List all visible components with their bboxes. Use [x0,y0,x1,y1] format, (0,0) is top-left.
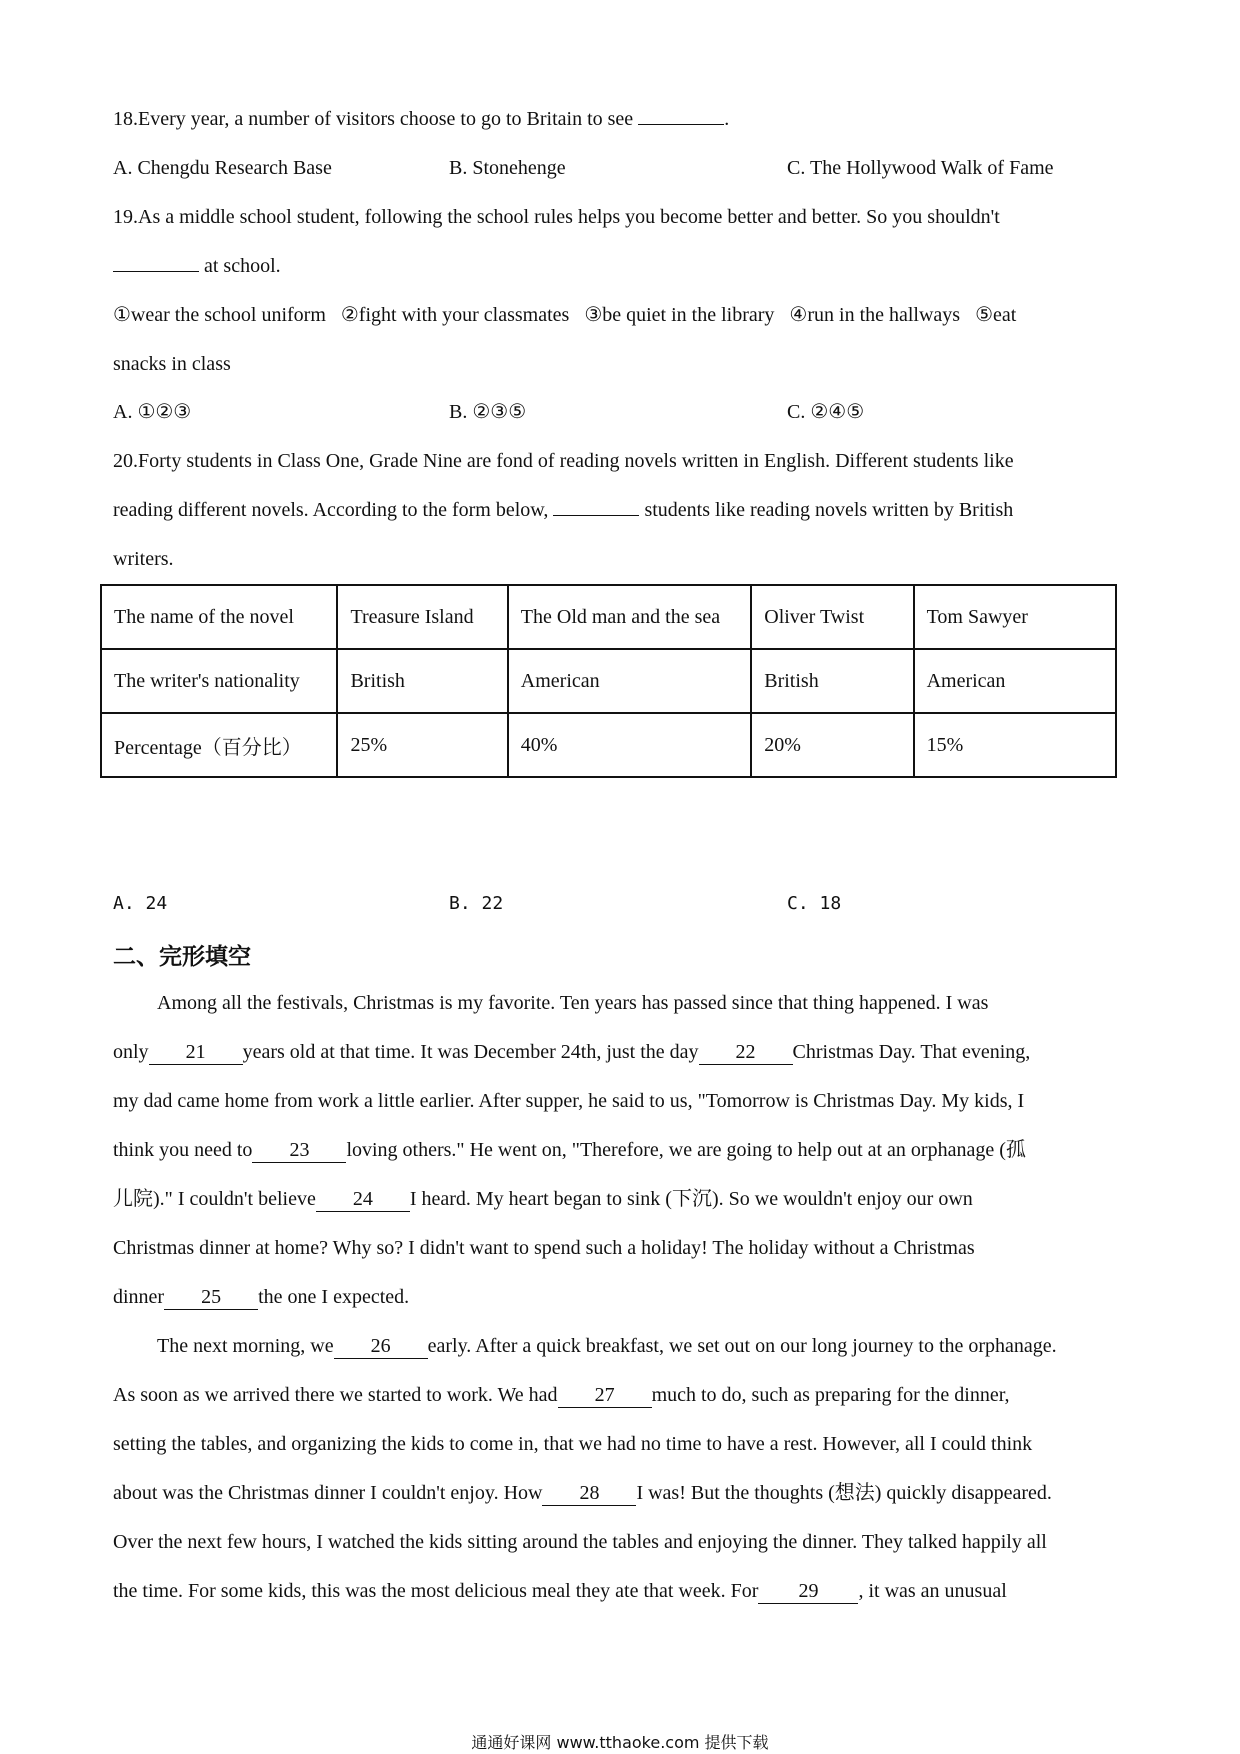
passage-p2-line5: Over the next few hours, I watched the kids sitting around the tables and enjoying the dinner. They talked happily all [113,1531,1047,1553]
q19-option-a: A. ①②③ [113,401,192,423]
passage-p2-line6 [113,1577,1007,1605]
q18-option-a: A. Chengdu Research Base [113,157,332,179]
passage-text: only [113,1041,149,1063]
passage-text: early. After a quick breakfast, we set out on our long journey to the orphanage. [427,1335,1057,1357]
table-cell: American [508,649,751,713]
table-cell: Treasure Island [337,585,507,649]
q19-choices-line1: ①wear the school uniform ②fight with your classmates ③be quiet in the library ④run in the hallways ⑤eat [113,304,1017,326]
passage-text: dinner [113,1286,165,1308]
cloze-blank-26: 26 [334,1334,428,1359]
table-cell: British [337,649,507,713]
table-cell: The writer's nationality [101,649,337,713]
passage-p2-line1 [157,1332,1057,1360]
q19-option-c: C. ②④⑤ [787,401,865,423]
table-cell: 20% [751,713,913,777]
table-cell: British [751,649,913,713]
table-cell: Tom Sawyer [914,585,1116,649]
q20-line1: 20.Forty students in Class One, Grade Nine are fond of reading novels written in English. Different students like [113,450,1014,472]
passage-text: I was! But the thoughts (想法) quickly disappeared. [636,1482,1052,1504]
cloze-blank-22: 22 [699,1040,793,1065]
passage-p1-line6: Christmas dinner at home? Why so? I didn't want to spend such a holiday! The holiday without a Christmas [113,1237,975,1259]
cloze-blank-28: 28 [542,1481,636,1506]
q20-line2-a: reading different novels. According to the form below, [113,499,549,521]
cloze-blank-27: 27 [558,1383,652,1408]
section-title: 二、完形填空 [113,944,251,970]
table-cell: Oliver Twist [751,585,913,649]
cloze-blank-23: 23 [252,1138,346,1163]
q19-stem: 19.As a middle school student, following the school rules helps you become better and better. So you shouldn't [113,206,1000,228]
passage-p1-line7 [113,1283,409,1311]
cloze-blank-24: 24 [316,1187,410,1212]
q20-option-b: B. 22 [449,893,504,914]
table-cell: The name of the novel [101,585,337,649]
q19-choices-line2: snacks in class [113,353,231,375]
q20-line2-b: students like reading novels written by British [644,499,1014,521]
table-cell: 40% [508,713,751,777]
passage-text: the time. For some kids, this was the most delicious meal they ate that week. For [113,1580,759,1602]
q18-option-c: C. The Hollywood Walk of Fame [787,157,1054,179]
table-row [101,713,1116,777]
passage-p1-line3: my dad came home from work a little earlier. After supper, he said to us, "Tomorrow is Christmas Day. My kids, I [113,1090,1025,1112]
q20-blank [553,515,639,516]
passage-text: about was the Christmas dinner I couldn't enjoy. How [113,1482,543,1504]
passage-text: I heard. My heart began to sink (下沉). So we wouldn't enjoy our own [409,1188,973,1210]
cloze-blank-29: 29 [758,1579,858,1604]
passage-p2-line4 [113,1479,1052,1507]
q19-option-b: B. ②③⑤ [449,401,527,423]
q18-stem-end: . [724,108,730,130]
passage-text: years old at that time. It was December 24th, just the day [242,1041,699,1063]
q19-stem-cont [113,252,281,280]
passage-p1-line4 [113,1136,1026,1164]
cloze-blank-21: 21 [149,1040,243,1065]
table-cell: Percentage（百分比） [101,713,337,777]
passage-text: Christmas Day. That evening, [792,1041,1031,1063]
passage-text: think you need to [113,1139,253,1161]
novel-table [100,584,1117,778]
passage-p1-line2 [113,1038,1030,1066]
q19-blank [113,271,199,272]
passage-text: As soon as we arrived there we started to work. We had [113,1384,558,1406]
table-row [101,585,1116,649]
passage-text: 儿院)." I couldn't believe [113,1188,316,1210]
q18-stem-text: 18.Every year, a number of visitors choose to go to Britain to see [113,108,634,130]
passage-text: , it was an unusual [858,1580,1007,1602]
passage-text: loving others." He went on, "Therefore, we are going to help out at an orphanage (孤 [346,1139,1026,1161]
passage-text: much to do, such as preparing for the dinner, [651,1384,1010,1406]
table-row [101,649,1116,713]
passage-p1-line1: Among all the festivals, Christmas is my favorite. Ten years has passed since that thing happened. I was [157,992,989,1014]
q19-stem-cont-text: at school. [204,255,281,277]
passage-p2-line2 [113,1381,1010,1409]
table-cell: The Old man and the sea [508,585,751,649]
passage-p2-line3: setting the tables, and organizing the kids to come in, that we had no time to have a rest. However, all I could think [113,1433,1033,1455]
passage-text: the one I expected. [258,1286,410,1308]
passage-text: The next morning, we [157,1335,334,1357]
page-footer: 通通好课网 www.tthaoke.com 提供下载 [471,1733,769,1752]
q20-line2 [113,496,1013,524]
cloze-blank-25: 25 [164,1285,258,1310]
q18-stem [113,105,729,133]
table-cell: 25% [337,713,507,777]
table-cell: 15% [914,713,1116,777]
q20-line3: writers. [113,548,174,570]
q18-option-b: B. Stonehenge [449,157,566,179]
table-cell: American [914,649,1116,713]
passage-p1-line5 [113,1185,973,1213]
q20-option-c: C. 18 [787,893,842,914]
q20-option-a: A. 24 [113,893,168,914]
q18-blank [638,124,724,125]
